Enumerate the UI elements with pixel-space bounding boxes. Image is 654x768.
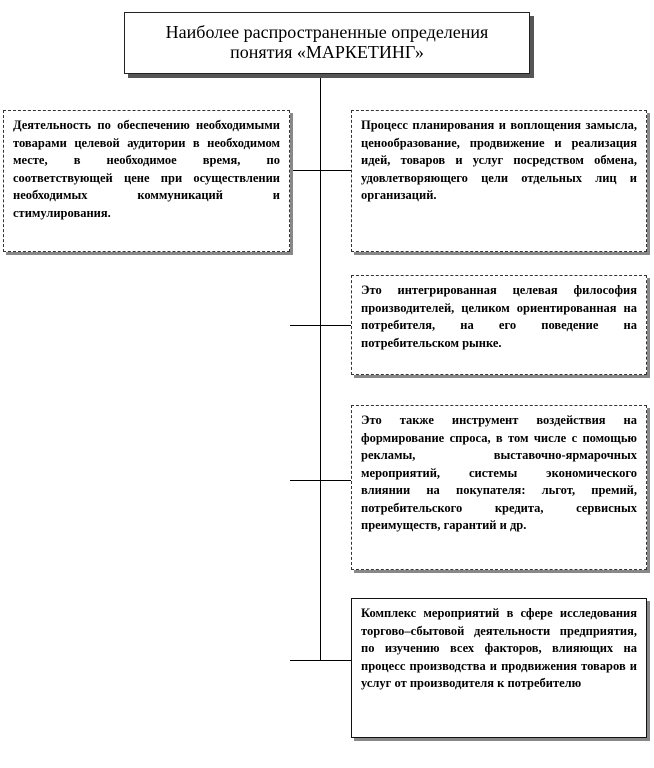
connector-left	[289, 170, 320, 171]
definition-text-right-2: Это интегрированная целевая философия производителей, целиком ориентированная на потребителя, на его поведение на потребительском рынке.	[361, 283, 637, 350]
connector-right-2	[290, 325, 351, 326]
definition-text-left: Деятельность по обеспечению необходимыми товарами целевой аудитории в необходимом месте, в необходимое время, по соответствующей цене при осуществлении необходимых коммуникаций и стимулирования.	[13, 118, 280, 220]
definition-box-right-2	[351, 275, 647, 375]
connector-right-1	[320, 170, 351, 171]
definition-text-right-1: Процесс планирования и воплощения замысла, ценообразование, продвижение и реализация идей, товаров и услуг посредством обмена, удовлетворяющего цели отдельных лиц и организаций.	[361, 118, 637, 202]
main-vertical-connector	[320, 74, 321, 660]
definition-text-right-3: Это также инструмент воздействия на формирование спроса, в том числе с помощью рекламы, выставочно-ярмарочных мероприятий, системы экономического влиянии на покупателя: льгот, премий, потребительского кредита, сервисных преимуществ, гарантий и др.	[361, 413, 637, 532]
definition-box-right-1	[351, 110, 647, 252]
diagram-title-box	[124, 12, 530, 74]
connector-right-4	[290, 660, 351, 661]
diagram-title-line-1: Наиболее распространенные определения	[165, 22, 489, 42]
definition-box-left	[3, 110, 290, 252]
diagram-title-line-2: понятия «МАРКЕТИНГ»	[230, 42, 424, 62]
connector-right-3	[290, 480, 351, 481]
definition-box-right-4	[351, 598, 647, 738]
definition-text-right-4: Комплекс мероприятий в сфере исследования торгово–сбытовой деятельности предприятия, по изучению всех факторов, влияющих на процесс производства и продвижения товаров и услуг от производителя к потребителю	[361, 606, 637, 690]
definition-box-right-3	[351, 405, 647, 570]
